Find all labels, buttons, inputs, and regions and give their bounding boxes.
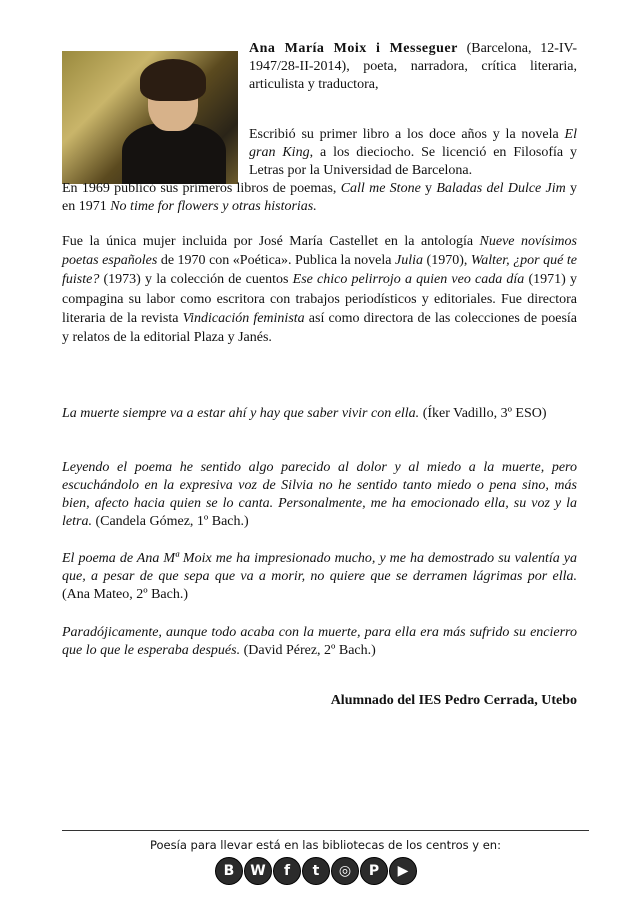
twitter-icon[interactable]: t	[302, 857, 330, 885]
bio-text: , a los dieciocho. Se licenció en Filosofía y Letras por la Universidad de Barcelona.	[249, 145, 577, 178]
photo-coat	[122, 123, 226, 184]
book-title: Nueve novísimos poetas españoles	[62, 234, 577, 269]
footer-text: Poesía para llevar está en las bibliotecas de los centros y en:	[150, 838, 501, 852]
text: así como directora de las colecciones de poesía y relatos de la editorial Plaza y Janés.	[62, 310, 577, 346]
facebook-icon[interactable]: f	[273, 857, 301, 885]
student-quote	[62, 459, 577, 531]
text: (1973) y la colección de cuentos	[99, 272, 293, 288]
quote-author: (David Pérez, 2º Bach.)	[240, 643, 376, 658]
instagram-icon[interactable]: ◎	[331, 857, 359, 885]
quote-text: El poema de Ana Mª Moix me ha impresionado mucho, y me ha demostrado su valentía ya que, a pesar de que sepa que va a morir, no quiere que se derramen lágrimas por ella.	[62, 551, 577, 584]
blogger-icon[interactable]: B	[215, 857, 243, 885]
wordpress-icon[interactable]: W	[244, 857, 272, 885]
text: de 1970 con «Poética». Publica la novela	[157, 253, 396, 269]
student-quote	[62, 624, 577, 660]
text: (1971) y compagina su labor como escritora con trabajos periodísticos y editoriales. Fue directora literaria de la revista	[62, 272, 577, 326]
paragraph-poems	[62, 180, 577, 216]
pinterest-icon[interactable]: P	[360, 857, 388, 885]
paragraph-career	[62, 232, 577, 347]
author-details: (Barcelona, 12-IV-1947/28-II-2014), poeta, narradora, crítica literaria, articulista y traductora,	[249, 41, 577, 92]
quote-text: Leyendo el poema he sentido algo parecido al dolor y al miedo a la muerte, pero escuchándolo en la expresiva voz de Silvia no he sentido tanto miedo o pena sino, más bien, afecto hacia quien se lo canta. Personalmente, me ha emocionado ella, su voz y la letra.	[62, 460, 577, 529]
quote-author: (Candela Gómez, 1º Bach.)	[91, 514, 249, 529]
book-title: Julia	[395, 253, 424, 269]
signature: Alumnado del IES Pedro Cerrada, Utebo	[330, 693, 577, 708]
bio-text: Escribió su primer libro a los doce años y la novela	[249, 127, 565, 142]
social-icons	[215, 857, 425, 887]
quote-author: (Íker Vadillo, 3º ESO)	[419, 406, 547, 421]
quote-text: La muerte siempre va a estar ahí y hay que saber vivir con ella.	[62, 406, 420, 421]
text: (1970),	[423, 253, 471, 269]
photo-hair	[140, 59, 206, 101]
book-title: Ese chico pelirrojo a quien veo cada día	[292, 272, 525, 288]
text: Fue la única mujer incluida por José María Castellet en la antología	[62, 234, 480, 249]
book-title: El gran King	[249, 127, 577, 160]
youtube-icon[interactable]: ▶	[389, 857, 417, 885]
book-title: No time for flowers y otras historias.	[110, 199, 317, 214]
text: y	[420, 181, 437, 196]
student-quote	[62, 405, 577, 423]
bio-first-book	[249, 126, 577, 180]
book-title: Baladas del Dulce Jim	[436, 181, 566, 196]
book-title: Walter, ¿por qué te fuiste?	[62, 253, 577, 288]
quote-text: Paradójicamente, aunque todo acaba con la muerte, para ella era más sufrido su encierro que lo que le esperaba después.	[62, 625, 577, 658]
magazine-title: Vindicación feminista	[182, 310, 305, 326]
book-title: Call me Stone	[340, 181, 421, 196]
text: En 1969 publicó sus primeros libros de poemas,	[62, 181, 341, 196]
quote-author: (Ana Mateo, 2º Bach.)	[62, 587, 189, 602]
footer-divider	[62, 830, 589, 831]
bio-intro	[249, 40, 577, 94]
author-name: Ana María Moix i Messeguer	[249, 41, 458, 56]
text: y en 1971	[62, 181, 578, 214]
student-quote	[62, 550, 577, 604]
author-photo	[62, 51, 238, 184]
